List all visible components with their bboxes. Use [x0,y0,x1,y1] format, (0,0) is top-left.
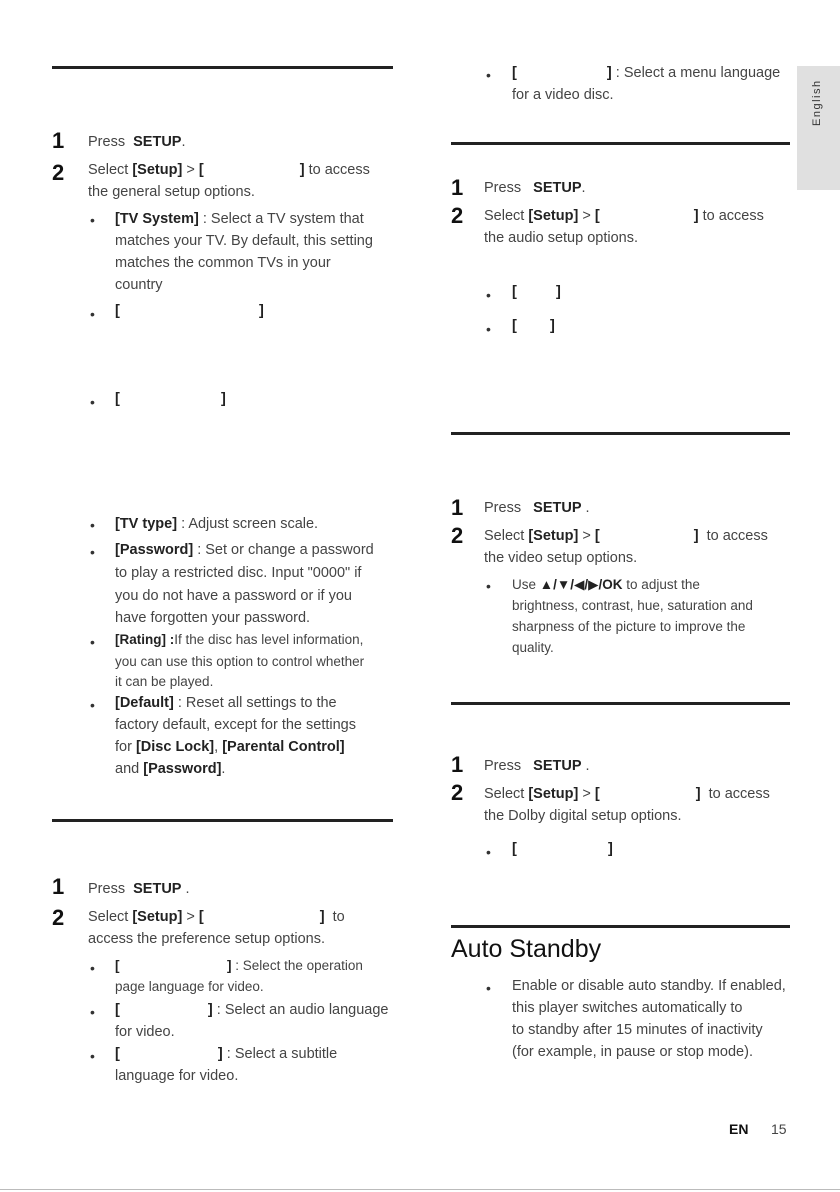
bullet-close-bracket: ] [550,318,555,334]
bullet-dot: • [486,67,491,83]
bullet-line: quality. [512,640,554,655]
bullet-open-bracket: [ [115,303,120,319]
bullet-close-bracket: ] [608,841,613,857]
bullet-line: [ ] : Select a subtitle [115,1046,338,1062]
bullet-dot: • [90,960,95,976]
step-number: 2 [52,905,65,930]
section-rule-general [52,66,393,69]
step-number: 2 [451,523,464,548]
section-rule-audio [451,142,790,145]
section-rule-preference [52,819,393,822]
bullet-line: sharpness of the picture to improve the [512,619,746,634]
bullet-line: for [Disc Lock], [Parental Control] [115,739,345,755]
step-text: Select [Setup] > [ ] to access [484,786,770,802]
arrow-keys-icon: ▲/▼/◀/▶/ [539,577,603,592]
section-rule-video [451,432,790,435]
step-text-line2: the audio setup options. [484,230,638,246]
bullet-line: Use ▲/▼/◀/▶/OK to adjust the [512,577,700,592]
step-number: 2 [451,780,464,805]
section-rule-auto-standby [451,925,790,928]
bullet-line: have forgotten your password. [115,610,311,626]
step-number: 1 [52,128,65,153]
bullet-open-bracket: [ [512,284,517,300]
bullet-line: [ ] : Select an audio language [115,1002,389,1018]
bullet-line: brightness, contrast, hue, saturation and [512,598,753,613]
step-number: 1 [451,495,464,520]
bottom-border [0,1189,840,1190]
bullet-dot: • [90,306,95,322]
bullet-dot: • [90,1048,95,1064]
step-text-line2: the general setup options. [88,184,255,200]
step-number: 2 [451,203,464,228]
bullet-line: and [Password]. [115,761,226,777]
bullet-line: matches the common TVs in your [115,255,331,271]
step-text: Press SETUP. [88,134,186,150]
page-number: 15 [771,1121,787,1137]
step-number: 1 [451,752,464,777]
bullet-dot: • [90,1004,95,1020]
step-text-line2: the video setup options. [484,550,638,566]
bullet-line: [Password] : Set or change a password [115,542,374,558]
step-text: Press SETUP . [88,881,190,897]
step-text: Select [Setup] > [ ] to [88,909,345,925]
bullet-dot: • [486,578,491,594]
step-number: 1 [451,175,464,200]
bullet-line: Enable or disable auto standby. If enabled, [512,978,786,994]
bullet-dot: • [90,212,95,228]
bullet-close-bracket: ] [556,284,561,300]
bullet-line: matches your TV. By default, this setting [115,233,373,249]
step-number: 1 [52,874,65,899]
bullet-dot: • [486,980,491,996]
step-text: Select [Setup] > [ ] to access [484,208,764,224]
step-text: Press SETUP . [484,758,590,774]
bullet-close-bracket: ] [259,303,264,319]
bullet-line: for video. [115,1024,175,1040]
bullet-line: [TV System] : Select a TV system that [115,211,364,227]
bullet-open-bracket: [ [512,841,517,857]
bullet-line: page language for video. [115,979,264,994]
bullet-line: (for example, in pause or stop mode). [512,1044,753,1060]
step-text: Select [Setup] > [ ] to access [88,162,370,178]
bullet-open-bracket: [ [512,318,517,334]
bullet-line: [ ] : Select the operation [115,958,363,973]
bullet-dot: • [90,517,95,533]
bullet-line: [TV type] : Adjust screen scale. [115,516,319,532]
bullet-line: [ ] : Select a menu language [512,65,781,81]
bullet-dot: • [486,844,491,860]
bullet-open-bracket: [ [115,391,120,407]
bullet-line: you can use this option to control whether [115,654,365,669]
step-text-line2: the Dolby digital setup options. [484,808,682,824]
bullet-line: [Rating] :If the disc has level information, [115,632,364,647]
bullet-line: to play a restricted disc. Input "0000" if [115,565,362,581]
bullet-dot: • [90,697,95,713]
step-number: 2 [52,160,65,185]
bullet-line: factory default, except for the settings [115,717,356,733]
bullet-line: it can be played. [115,674,214,689]
step-text: Press SETUP . [484,500,590,516]
bullet-line: this player switches automatically to [512,1000,743,1016]
bullet-dot: • [486,321,491,337]
step-text: Select [Setup] > [ ] to access [484,528,768,544]
bullet-line: for a video disc. [512,87,614,103]
bullet-dot: • [90,394,95,410]
bullet-line: you do not have a password or if you [115,588,352,604]
bullet-dot: • [90,544,95,560]
bullet-dot: • [90,634,95,650]
section-title: Auto Standby [451,935,602,963]
bullet-dot: • [486,287,491,303]
language-tab-label: English [811,79,823,126]
step-text: Press SETUP. [484,180,586,196]
bullet-line: country [115,277,163,293]
bullet-line: language for video. [115,1068,239,1084]
bullet-line: to standby after 15 minutes of inactivity [512,1022,763,1038]
section-rule-dolby [451,702,790,705]
footer-language: EN [729,1121,749,1137]
step-text-line2: access the preference setup options. [88,931,325,947]
language-tab [797,66,840,190]
bullet-close-bracket: ] [221,391,226,407]
bullet-line: [Default] : Reset all settings to the [115,695,337,711]
